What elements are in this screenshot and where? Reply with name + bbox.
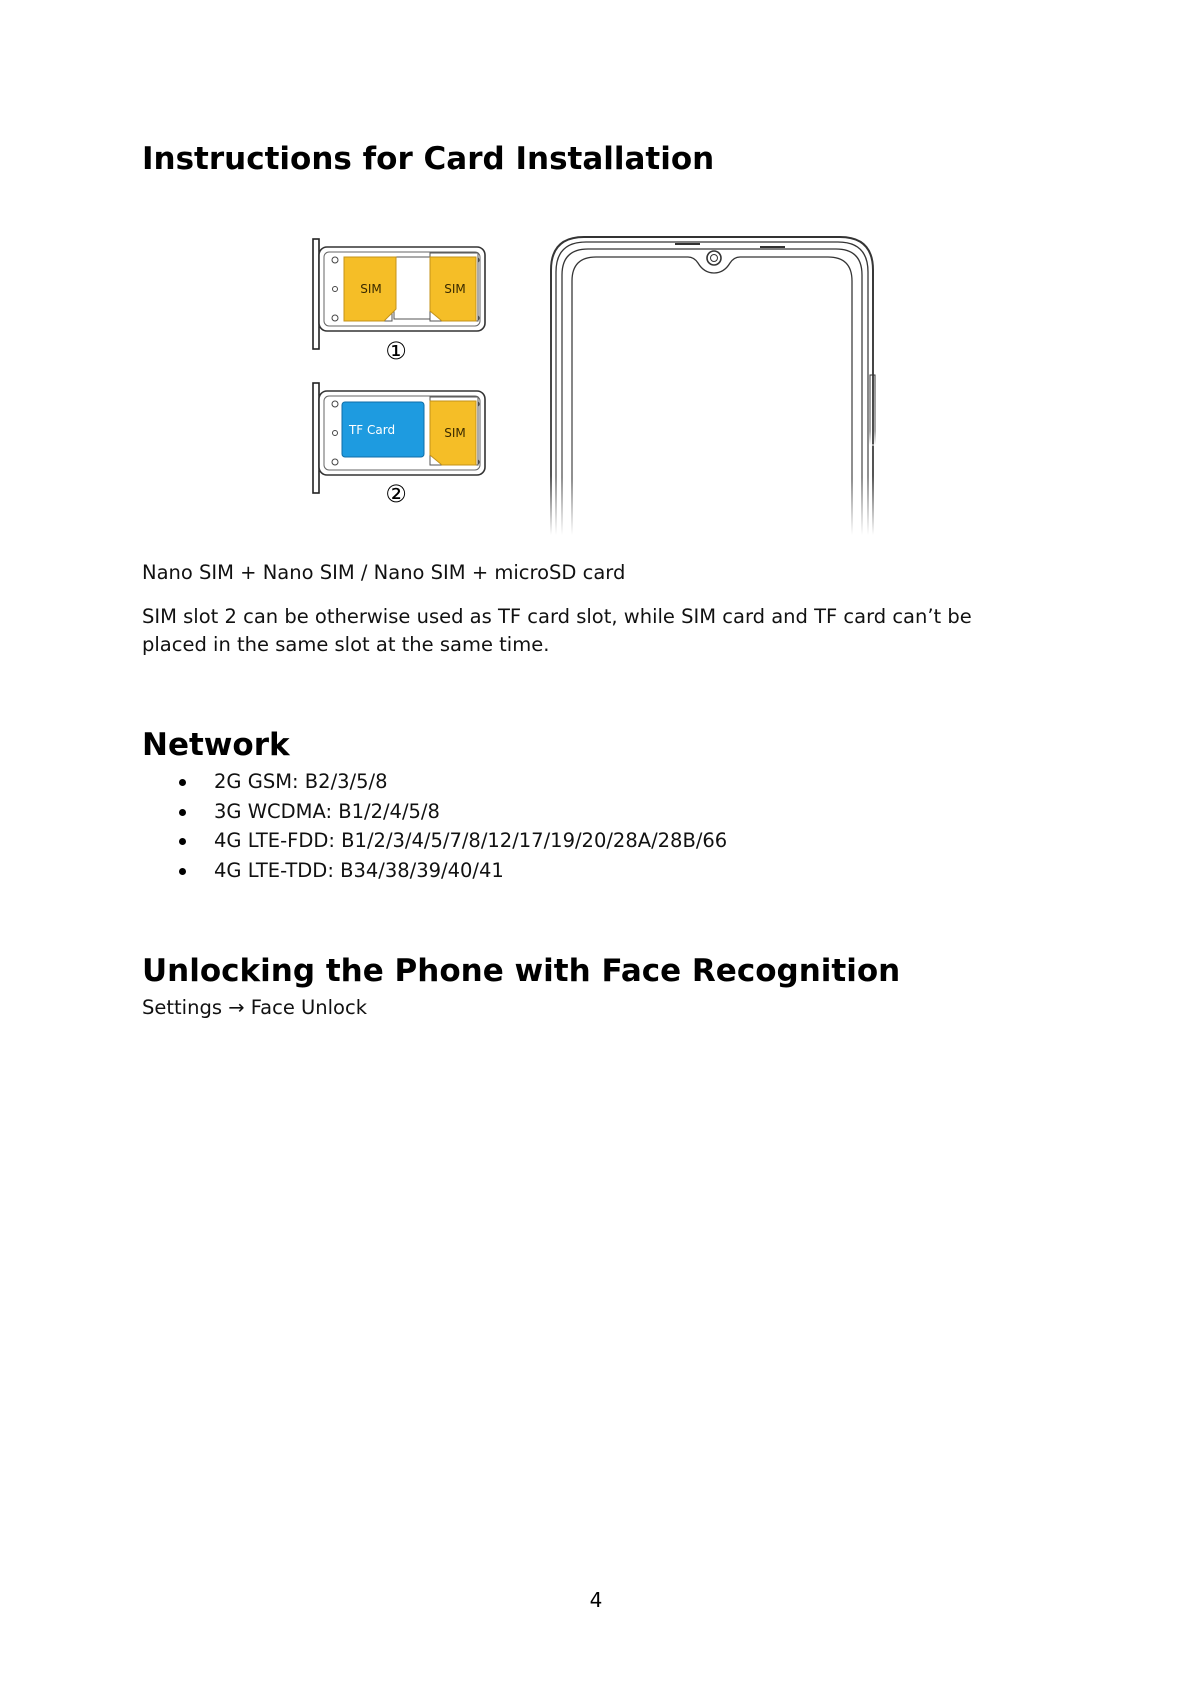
tray1-number: ① — [385, 337, 407, 365]
tray2-slot2-label: SIM — [444, 426, 466, 440]
sim-tray-1 — [313, 239, 485, 365]
network-band-list — [142, 767, 727, 885]
tray2-number: ② — [385, 480, 407, 508]
bullet-icon — [179, 868, 186, 875]
card-installation-heading: Instructions for Card Installation — [142, 141, 715, 177]
sim-tray-2 — [313, 383, 485, 508]
tray1-slot1-label: SIM — [360, 282, 382, 296]
front-camera-icon — [707, 251, 721, 265]
tray2-slot1-label: TF Card — [348, 423, 396, 437]
card-types-text: Nano SIM + Nano SIM / Nano SIM + microSD card — [142, 561, 626, 584]
list-item: 3G WCDMA: B1/2/4/5/8 — [142, 797, 727, 827]
card-slot-note-line1: SIM slot 2 can be otherwise used as TF card slot, while SIM card and TF card can’t be — [142, 605, 972, 628]
card-installation-illustration — [300, 225, 900, 545]
face-unlock-path: Settings → Face Unlock — [142, 996, 368, 1019]
bullet-icon — [179, 779, 186, 786]
tray1-slot2-label: SIM — [444, 282, 466, 296]
list-item: 4G LTE-TDD: B34/38/39/40/41 — [142, 856, 727, 886]
phone-front-outline — [551, 237, 875, 535]
face-unlock-heading: Unlocking the Phone with Face Recognition — [142, 953, 901, 989]
bullet-icon — [179, 838, 186, 845]
network-heading: Network — [142, 727, 290, 763]
bullet-icon — [179, 809, 186, 816]
list-item: 4G LTE-FDD: B1/2/3/4/5/7/8/12/17/19/20/28A/28B/66 — [142, 826, 727, 856]
page-number: 4 — [589, 1588, 603, 1612]
card-slot-note-line2: placed in the same slot at the same time. — [142, 633, 550, 656]
list-item: 2G GSM: B2/3/5/8 — [142, 767, 727, 797]
